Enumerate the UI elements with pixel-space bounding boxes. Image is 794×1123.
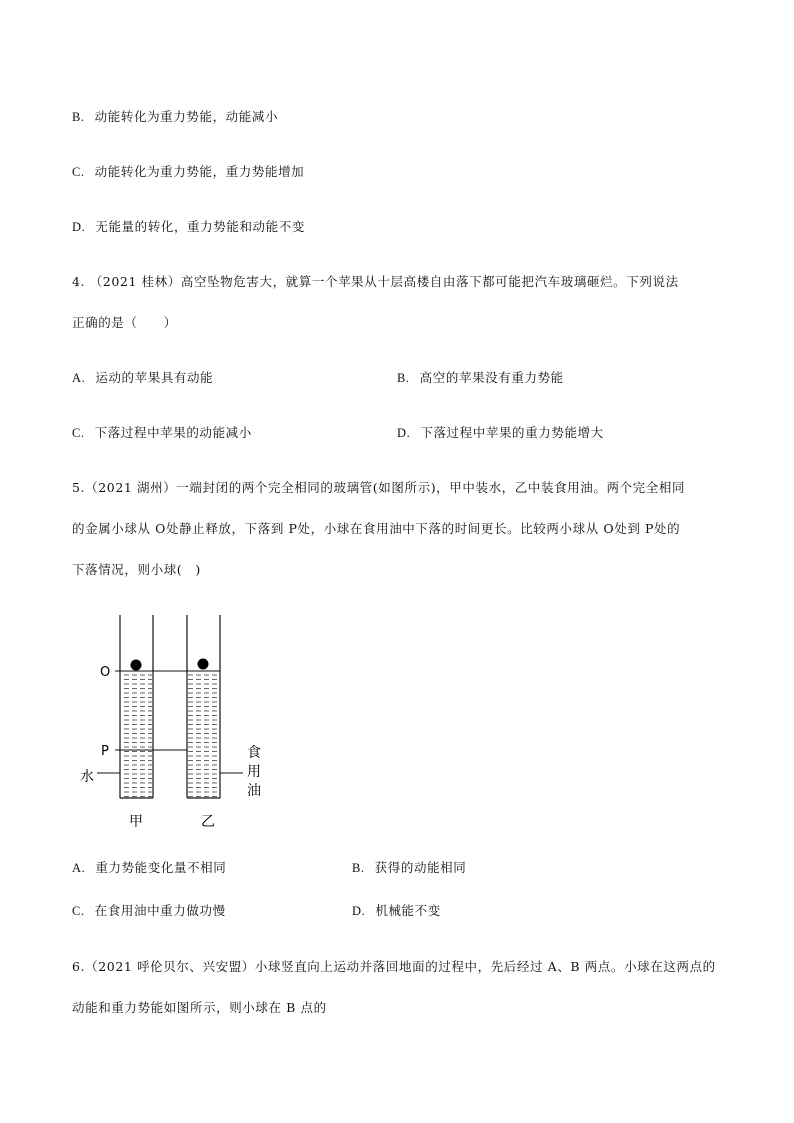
- q4-option-a: [72, 369, 213, 387]
- q4-option-d: [397, 424, 604, 442]
- label-o: O: [100, 665, 111, 680]
- option-text: 重力势能变化量不相同: [95, 860, 227, 875]
- q5-stem-line3: 下落情况，则小球( ): [72, 562, 201, 577]
- ball-yi: [198, 659, 209, 670]
- option-text: 机械能不变: [375, 903, 441, 918]
- q6-stem-line1: 6.（2021 呼伦贝尔、兴安盟）小球竖直向上运动并落回地面的过程中，先后经过 A、B 两点。小球在这两点的: [72, 959, 716, 974]
- option-text: 运动的苹果具有动能: [95, 370, 214, 385]
- q5-option-c: [72, 902, 226, 920]
- q4-option-b: [397, 369, 564, 387]
- q4-stem-line1: 4. （2021 桂林）高空坠物危害大，就算一个苹果从十层高楼自由落下都可能把汽车玻璃砸烂。下列说法: [72, 274, 679, 289]
- label-oil-3: 油: [247, 783, 261, 799]
- q5-option-b: [352, 859, 466, 877]
- option-text: 无能量的转化，重力势能和动能不变: [95, 219, 305, 234]
- q3-option-b: [72, 108, 278, 126]
- q4-option-c: [72, 424, 252, 442]
- q6-stem-line2: 动能和重力势能如图所示，则小球在 B 点的: [72, 1000, 327, 1015]
- q3-option-c: [72, 163, 304, 181]
- option-label: C.: [72, 426, 85, 440]
- label-jia: 甲: [129, 814, 143, 830]
- oil-liquid: [188, 672, 219, 797]
- q5-option-d: [352, 902, 441, 920]
- option-label: C.: [72, 165, 85, 179]
- option-text: 获得的动能相同: [374, 860, 467, 875]
- q5-option-a: [72, 859, 226, 877]
- option-text: 高空的苹果没有重力势能: [419, 370, 564, 385]
- q5-stem-line1: 5.（2021 湖州）一端封闭的两个完全相同的玻璃管(如图所示)，甲中装水，乙中装食用油。两个完全相同: [72, 480, 686, 495]
- option-text: 动能转化为重力势能，重力势能增加: [94, 164, 305, 179]
- option-label: A.: [72, 371, 86, 385]
- label-oil-2: 用: [247, 764, 261, 780]
- water-liquid: [121, 672, 152, 797]
- label-yi: 乙: [201, 814, 215, 830]
- option-label: B.: [352, 861, 365, 875]
- option-text: 动能转化为重力势能，动能减小: [94, 109, 279, 124]
- q3-option-d: [72, 218, 305, 236]
- q5-stem-line2: 的金属小球从 O处静止释放，下落到 P处，小球在食用油中下落的时间更长。比较两小球从 O处到 P处的: [72, 521, 681, 536]
- label-oil-1: 食: [247, 745, 261, 761]
- option-label: D.: [397, 426, 411, 440]
- label-water: 水: [80, 769, 94, 785]
- label-p: P: [101, 744, 109, 759]
- option-label: B.: [397, 371, 410, 385]
- option-label: A.: [72, 861, 86, 875]
- ball-jia: [131, 660, 142, 671]
- option-text: 在食用油中重力做功慢: [94, 903, 226, 918]
- option-text: 下落过程中苹果的重力势能增大: [420, 425, 604, 440]
- option-text: 下落过程中苹果的动能减小: [94, 425, 252, 440]
- q4-stem-line2: 正确的是（ ）: [72, 315, 177, 330]
- option-label: D.: [352, 904, 366, 918]
- option-label: C.: [72, 904, 85, 918]
- option-label: D.: [72, 220, 86, 234]
- tubes-figure: [75, 610, 275, 840]
- option-label: B.: [72, 110, 85, 124]
